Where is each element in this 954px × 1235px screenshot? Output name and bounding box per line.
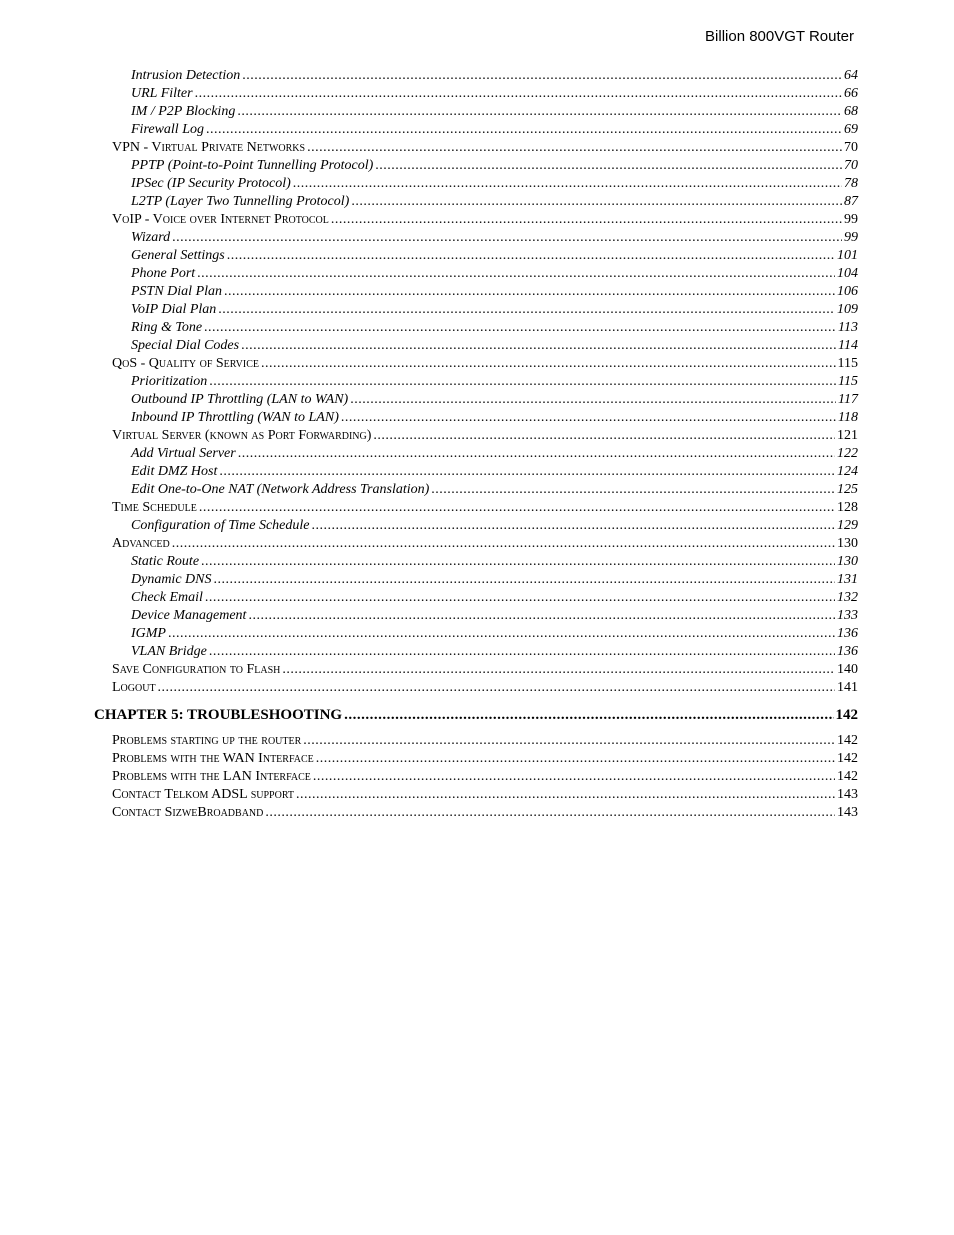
- toc-entry[interactable]: [94, 229, 858, 247]
- toc-dot-leader: [197, 265, 835, 283]
- toc-entry-title: Logout: [112, 680, 156, 695]
- toc-page-number: 142: [837, 751, 858, 766]
- toc-page-number: 118: [838, 410, 858, 425]
- toc-entry[interactable]: [94, 445, 858, 463]
- toc-entry[interactable]: [94, 265, 858, 283]
- toc-page-number: 64: [844, 68, 858, 83]
- toc-page-number: 106: [837, 284, 858, 299]
- toc-entry[interactable]: [94, 337, 858, 355]
- toc-entry[interactable]: [94, 589, 858, 607]
- toc-dot-leader: [375, 157, 842, 175]
- toc-dot-leader: [313, 768, 835, 786]
- toc-entry-title: IPSec (IP Security Protocol): [131, 176, 291, 191]
- toc-entry[interactable]: [94, 732, 858, 750]
- toc-entry[interactable]: [94, 103, 858, 121]
- toc-page-number: 113: [838, 320, 858, 335]
- toc-page-number: 136: [837, 644, 858, 659]
- toc-entry[interactable]: [94, 175, 858, 193]
- toc-entry-title: Device Management: [131, 608, 247, 623]
- toc-entry-title: Problems starting up the router: [112, 733, 302, 748]
- toc-page-number: 141: [837, 680, 858, 695]
- toc-dot-leader: [307, 139, 842, 157]
- toc-entry-title: Advanced: [112, 536, 170, 551]
- toc-entry[interactable]: [94, 283, 858, 301]
- toc-page-number: 121: [837, 428, 858, 443]
- toc-page-number: 114: [838, 338, 858, 353]
- toc-page-number: 115: [838, 374, 858, 389]
- toc-page-number: 130: [837, 554, 858, 569]
- toc-dot-leader: [158, 679, 835, 697]
- toc-dot-leader: [303, 732, 835, 750]
- toc-entry-title: Edit DMZ Host: [131, 464, 218, 479]
- toc-entry[interactable]: [94, 139, 858, 157]
- toc-page-number: 136: [837, 626, 858, 641]
- toc-entry-title: Virtual Server (known as Port Forwarding): [112, 428, 372, 443]
- toc-entry[interactable]: [94, 67, 858, 85]
- toc-entry[interactable]: [94, 373, 858, 391]
- toc-entry-title: Outbound IP Throttling (LAN to WAN): [131, 392, 349, 407]
- toc-page-number: 115: [837, 356, 858, 371]
- toc-page-number: 142: [835, 707, 858, 723]
- toc-entry[interactable]: [94, 247, 858, 265]
- toc-entry-title: Wizard: [131, 230, 171, 245]
- toc-dot-leader: [293, 175, 842, 193]
- toc-page-number: 78: [844, 176, 858, 191]
- toc-dot-leader: [248, 607, 835, 625]
- toc-page-number: 69: [844, 122, 858, 137]
- toc-entry[interactable]: [94, 625, 858, 643]
- toc-page-number: 68: [844, 104, 858, 119]
- toc-entry-title: Ring & Tone: [131, 320, 203, 335]
- toc-page-number: 140: [837, 662, 858, 677]
- toc-entry-title: URL Filter: [131, 86, 193, 101]
- toc-entry-title: Problems with the WAN Interface: [112, 751, 314, 766]
- toc-entry-title: PPTP (Point-to-Point Tunnelling Protocol): [131, 158, 374, 173]
- toc-dot-leader: [201, 553, 835, 571]
- toc-page-number: 143: [837, 787, 858, 802]
- toc-entry[interactable]: [94, 786, 858, 804]
- toc-dot-leader: [172, 535, 835, 553]
- toc-dot-leader: [350, 391, 836, 409]
- toc-entry[interactable]: [94, 661, 858, 679]
- toc-entry[interactable]: [94, 211, 858, 229]
- toc-dot-leader: [265, 804, 835, 822]
- toc-page-number: 109: [837, 302, 858, 317]
- toc-dot-leader: [341, 409, 836, 427]
- toc-dot-leader: [331, 211, 842, 229]
- toc-page-number: 70: [844, 140, 858, 155]
- toc-entry[interactable]: [94, 499, 858, 517]
- toc-entry-title: Save Configuration to Flash: [112, 662, 281, 677]
- toc-dot-leader: [204, 319, 836, 337]
- toc-page-number: 99: [844, 212, 858, 227]
- toc-dot-leader: [373, 427, 835, 445]
- toc-dot-leader: [195, 85, 842, 103]
- toc-page-number: 117: [838, 392, 858, 407]
- toc-entry[interactable]: [94, 319, 858, 337]
- toc-page-number: 70: [844, 158, 858, 173]
- toc-entry-title: Check Email: [131, 590, 203, 605]
- toc-dot-leader: [206, 121, 842, 139]
- toc-entry-title: Prioritization: [131, 374, 208, 389]
- toc-dot-leader: [344, 706, 833, 724]
- toc-page-number: 133: [837, 608, 858, 623]
- toc-dot-leader: [224, 283, 835, 301]
- toc-entry[interactable]: [94, 85, 858, 103]
- toc-entry-title: Intrusion Detection: [131, 68, 241, 83]
- toc-entry[interactable]: [94, 409, 858, 427]
- toc-entry[interactable]: [94, 193, 858, 211]
- toc-page-number: 131: [837, 572, 858, 587]
- toc-entry[interactable]: [94, 301, 858, 319]
- toc-entry-title: IGMP: [131, 626, 166, 641]
- toc-entry[interactable]: [94, 535, 858, 553]
- toc-entry[interactable]: [94, 804, 858, 822]
- toc-entry-title: Time Schedule: [112, 500, 197, 515]
- toc-entry[interactable]: [94, 121, 858, 139]
- toc-dot-leader: [218, 301, 835, 319]
- page-header: Billion 800VGT Router: [705, 28, 854, 45]
- toc-dot-leader: [242, 67, 842, 85]
- toc-entry-title: VoIP Dial Plan: [131, 302, 217, 317]
- toc-entry-title: PSTN Dial Plan: [131, 284, 223, 299]
- toc-page-number: 99: [844, 230, 858, 245]
- table-of-contents: [94, 67, 858, 822]
- toc-entry[interactable]: [94, 607, 858, 625]
- toc-entry-title: Add Virtual Server: [131, 446, 236, 461]
- toc-dot-leader: [282, 661, 835, 679]
- toc-entry[interactable]: [94, 553, 858, 571]
- toc-entry-title: Edit One-to-One NAT (Network Address Translation): [131, 482, 430, 497]
- toc-page-number: 122: [837, 446, 858, 461]
- toc-entry-title: Inbound IP Throttling (WAN to LAN): [131, 410, 339, 425]
- toc-entry[interactable]: [94, 157, 858, 175]
- toc-entry-title: General Settings: [131, 248, 225, 263]
- toc-dot-leader: [431, 481, 835, 499]
- toc-entry-title: Firewall Log: [131, 122, 204, 137]
- toc-entry-title: Configuration of Time Schedule: [131, 518, 310, 533]
- toc-chapter-entry[interactable]: [94, 706, 858, 724]
- toc-entry[interactable]: [94, 517, 858, 535]
- toc-entry[interactable]: [94, 750, 858, 768]
- toc-page-number: 124: [837, 464, 858, 479]
- toc-page-number: 128: [837, 500, 858, 515]
- toc-entry[interactable]: [94, 679, 858, 697]
- toc-page-number: 87: [844, 194, 858, 209]
- toc-entry-title: QoS - Quality of Service: [112, 356, 259, 371]
- toc-entry[interactable]: [94, 571, 858, 589]
- toc-dot-leader: [209, 643, 835, 661]
- toc-entry[interactable]: [94, 481, 858, 499]
- toc-dot-leader: [227, 247, 835, 265]
- toc-dot-leader: [316, 750, 835, 768]
- toc-dot-leader: [219, 463, 835, 481]
- toc-dot-leader: [209, 373, 836, 391]
- toc-page-number: 129: [837, 518, 858, 533]
- toc-entry[interactable]: [94, 391, 858, 409]
- toc-entry-title: Contact Telkom ADSL support: [112, 787, 295, 802]
- toc-entry-title: Phone Port: [131, 266, 196, 281]
- toc-page-number: 142: [837, 733, 858, 748]
- toc-dot-leader: [205, 589, 835, 607]
- toc-dot-leader: [312, 517, 836, 535]
- toc-entry-title: L2TP (Layer Two Tunnelling Protocol): [131, 194, 350, 209]
- toc-page-number: 132: [837, 590, 858, 605]
- toc-page-number: 142: [837, 769, 858, 784]
- toc-dot-leader: [214, 571, 836, 589]
- toc-dot-leader: [168, 625, 835, 643]
- toc-entry-title: Dynamic DNS: [131, 572, 212, 587]
- toc-entry-title: Contact SizweBroadband: [112, 805, 264, 820]
- toc-dot-leader: [241, 337, 836, 355]
- toc-dot-leader: [237, 103, 842, 121]
- toc-page-number: 104: [837, 266, 858, 281]
- toc-entry-title: CHAPTER 5: TROUBLESHOOTING: [94, 707, 343, 723]
- toc-entry[interactable]: [94, 768, 858, 786]
- toc-dot-leader: [199, 499, 835, 517]
- toc-entry-title: VPN - Virtual Private Networks: [112, 140, 306, 155]
- toc-page-number: 143: [837, 805, 858, 820]
- toc-dot-leader: [238, 445, 835, 463]
- toc-entry[interactable]: [94, 463, 858, 481]
- toc-entry-title: Special Dial Codes: [131, 338, 240, 353]
- toc-page-number: 101: [837, 248, 858, 263]
- toc-page-number: 130: [837, 536, 858, 551]
- toc-entry-title: VLAN Bridge: [131, 644, 207, 659]
- toc-page-number: 125: [837, 482, 858, 497]
- toc-dot-leader: [261, 355, 836, 373]
- toc-entry[interactable]: [94, 355, 858, 373]
- toc-entry[interactable]: [94, 427, 858, 445]
- toc-page-number: 66: [844, 86, 858, 101]
- toc-dot-leader: [172, 229, 842, 247]
- toc-dot-leader: [296, 786, 835, 804]
- toc-entry-title: Problems with the LAN Interface: [112, 769, 311, 784]
- toc-dot-leader: [351, 193, 842, 211]
- toc-entry-title: Static Route: [131, 554, 200, 569]
- toc-entry[interactable]: [94, 643, 858, 661]
- toc-entry-title: IM / P2P Blocking: [131, 104, 236, 119]
- toc-entry-title: VoIP - Voice over Internet Protocol: [112, 212, 329, 227]
